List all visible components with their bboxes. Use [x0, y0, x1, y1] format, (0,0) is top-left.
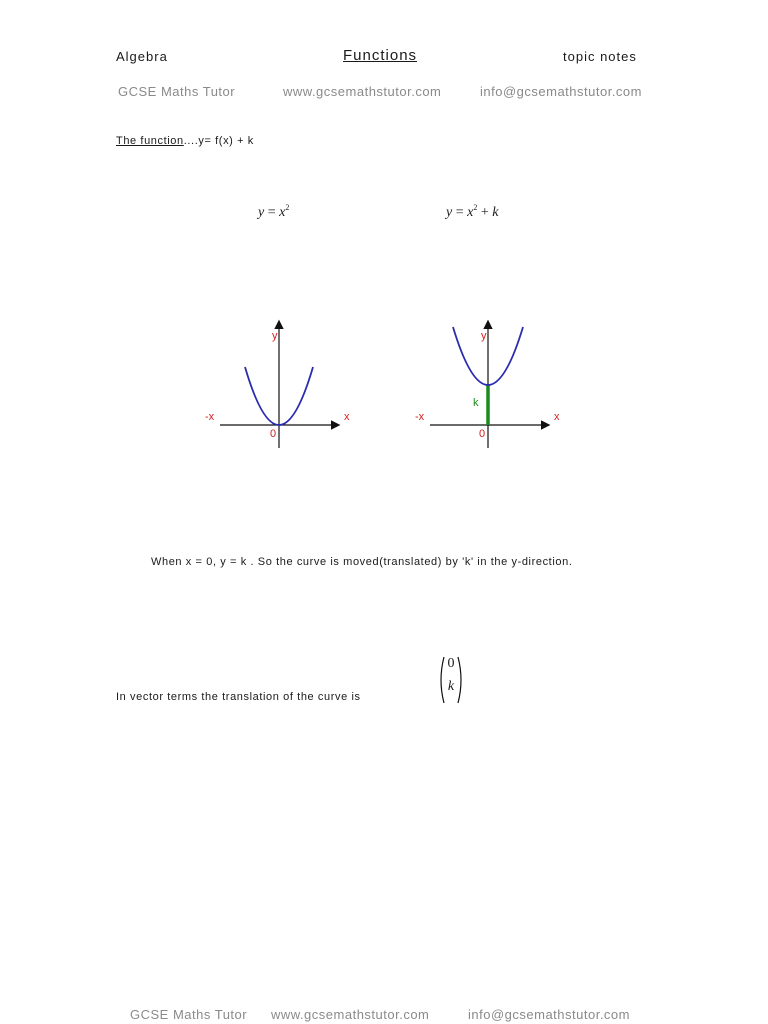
equation-left: $y = x^2$: [258, 203, 290, 220]
graph-translated-parabola: [400, 310, 580, 460]
neg-x-axis-label: -x: [415, 411, 425, 423]
x-axis-label: x: [344, 411, 350, 423]
topic-notes-label: topic notes: [563, 49, 637, 64]
neg-x-axis-label: -x: [205, 411, 215, 423]
shift-k-label: k: [473, 397, 479, 409]
section-heading: [116, 135, 254, 147]
footer-website-link[interactable]: www.gcsemathstutor.com: [271, 1007, 430, 1022]
email-link[interactable]: info@gcsemathstutor.com: [480, 84, 642, 99]
topic-category: Algebra: [116, 49, 168, 64]
translation-vector: [437, 655, 465, 705]
footer-email-link[interactable]: info@gcsemathstutor.com: [468, 1007, 630, 1022]
vector-top: 0: [447, 656, 455, 671]
page-title: Functions: [343, 47, 418, 64]
origin-label: 0: [479, 428, 486, 440]
equation-right: $y = x^2 + k$: [446, 203, 499, 220]
function-expression: ....y= f(x) + k: [183, 135, 254, 147]
vector-bottom: k: [447, 679, 455, 694]
tutor-name: GCSE Maths Tutor: [118, 84, 236, 99]
explanation-text: When x = 0, y = k . So the curve is moved(translated) by 'k' in the y-direction.: [151, 556, 573, 568]
y-axis-label: y: [481, 330, 487, 342]
x-axis-label: x: [554, 411, 560, 423]
website-link[interactable]: www.gcsemathstutor.com: [283, 84, 442, 99]
footer-tutor-name: GCSE Maths Tutor: [130, 1007, 248, 1022]
origin-label: 0: [270, 428, 277, 440]
function-link[interactable]: The function: [116, 135, 184, 147]
vector-sentence: In vector terms the translation of the curve is: [116, 691, 361, 703]
graph-parabola: [190, 310, 370, 460]
y-axis-label: y: [272, 330, 278, 342]
